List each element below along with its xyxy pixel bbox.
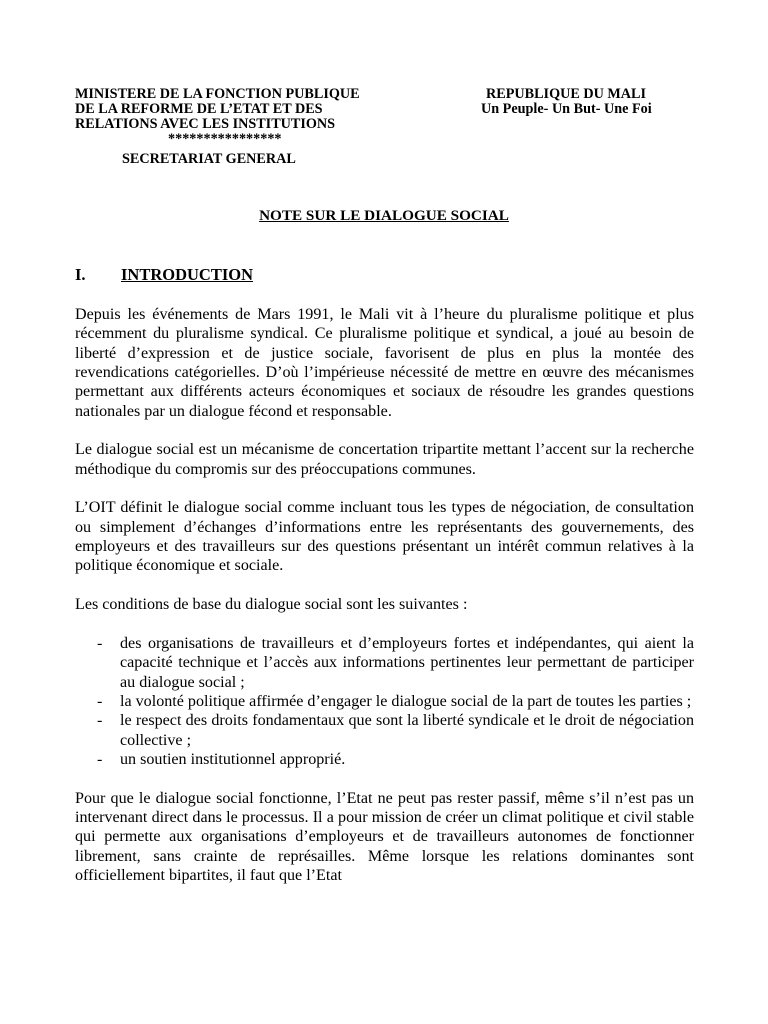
- secretariat-general: SECRETARIAT GENERAL: [122, 151, 296, 167]
- national-motto: Un Peuple- Un But- Une Foi: [481, 101, 652, 117]
- paragraph-state-role: Pour que le dialogue social fonctionne, l’Etat ne peut pas rester passif, même s’il n’est pas un intervenant direct dans le processus. Il a pour mission de créer un climat politique et civil stable qui permette aux organisations d’employeurs et de travailleurs autonomes de fonctionner librement, sans crainte de représailles. Même lorsque les relations dominantes sont officiellement bipartites, il faut que l’Etat: [75, 789, 694, 884]
- paragraph-intro: Depuis les événements de Mars 1991, le Mali vit à l’heure du pluralisme politique et plus récemment du pluralisme syndical. Ce pluralisme politique et syndical, a joué au besoin de liberté d’expression et de justice sociale, favorisent de plus en plus la montée des revendications catégorielles. D’où l’impérieuse nécessité de mettre en œuvre des mécanismes permettant aux différents acteurs économiques et sociaux de résoudre les grandes questions nationales par un dialogue fécond et responsable.: [75, 306, 694, 420]
- section-title: INTRODUCTION: [121, 265, 254, 284]
- ministry-line-1: MINISTERE DE LA FONCTION PUBLIQUE: [75, 86, 360, 102]
- republic-header: [481, 86, 652, 117]
- document-title: NOTE SUR LE DIALOGUE SOCIAL: [259, 207, 509, 224]
- header-separator: ****************: [168, 131, 282, 147]
- paragraph-definition: Le dialogue social est un mécanisme de concertation tripartite mettant l’accent sur la recherche méthodique du compromis sur des préoccupations communes.: [75, 441, 694, 478]
- document-body: [75, 305, 694, 905]
- ministry-line-3: RELATIONS AVEC LES INSTITUTIONS: [75, 116, 336, 132]
- list-item-text: un soutien institutionnel approprié.: [120, 750, 346, 768]
- list-item-text: des organisations de travailleurs et d’employeurs fortes et indépendantes, qui aient la capacité technique et l’accès aux informations pertinentes leur permettant de participer au dialogue social ;: [120, 634, 694, 691]
- list-item: [75, 711, 694, 750]
- paragraph-conditions: Les conditions de base du dialogue social sont les suivantes :: [75, 596, 468, 614]
- bullet-dash: -: [97, 712, 103, 730]
- section-heading: [75, 265, 253, 285]
- conditions-list: [75, 634, 694, 769]
- list-item-text: le respect des droits fondamentaux que sont la liberté syndicale et le droit de négociation collective ;: [120, 712, 694, 749]
- ministry-line-2: DE LA REFORME DE L’ETAT ET DES: [75, 101, 323, 117]
- ministry-header: [75, 87, 360, 167]
- republic-name: REPUBLIQUE DU MALI: [486, 86, 647, 102]
- list-item-text: la volonté politique affirmée d’engager le dialogue social de la part de toutes les parties ;: [120, 692, 692, 710]
- bullet-dash: -: [97, 692, 103, 710]
- bullet-dash: -: [97, 634, 103, 652]
- section-number: I.: [75, 265, 86, 284]
- list-item: [75, 750, 694, 769]
- list-item: [75, 692, 694, 711]
- paragraph-oit: L’OIT définit le dialogue social comme incluant tous les types de négociation, de consultation ou simplement d’échanges d’informations entre les représentants des gouvernements, des employeurs et des travailleurs sur des questions présentant un intérêt commun relatives à la politique économique et sociale.: [75, 499, 694, 575]
- bullet-dash: -: [97, 750, 103, 768]
- list-item: [75, 634, 694, 692]
